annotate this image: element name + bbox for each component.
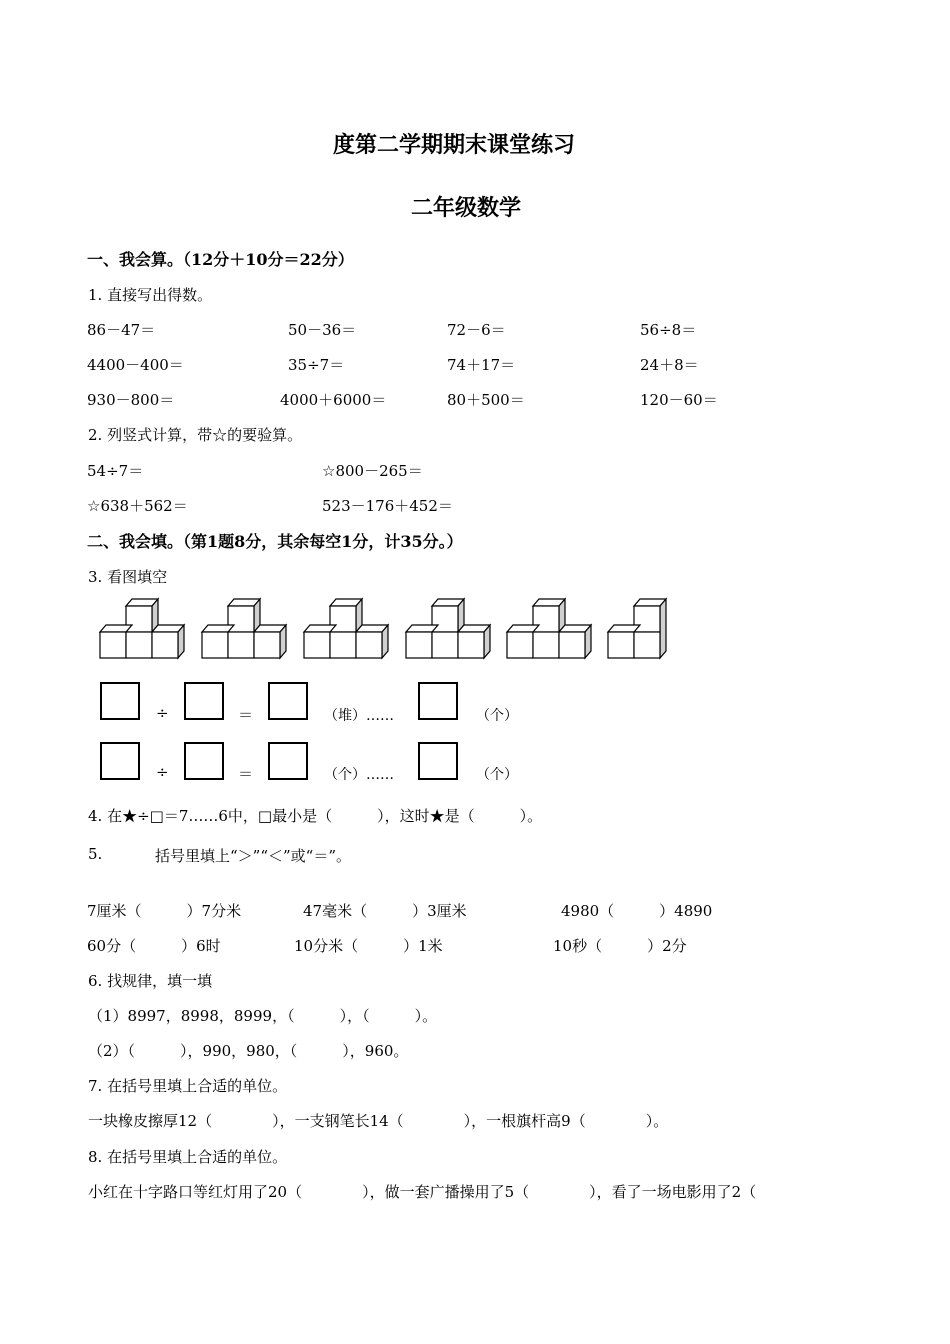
cube-stack	[507, 599, 591, 658]
question-8-label: 8. 在括号里填上合适的单位。	[88, 1148, 288, 1166]
q1-item: 86－47＝	[87, 321, 156, 339]
q6-line: （2）（ ），990，980，（ ），960。	[88, 1042, 409, 1060]
divide-sign: ÷	[156, 763, 169, 781]
answer-box[interactable]	[100, 742, 140, 780]
question-3-label: 3. 看图填空	[88, 568, 168, 586]
q6-line: （1）8997，8998，8999，（ ），（ ）。	[88, 1007, 438, 1025]
cube-stack	[608, 599, 666, 658]
q5-item: 60分（ ）6时	[87, 937, 221, 955]
section-1-heading: 一、我会算。（12分＋10分＝22分）	[87, 250, 354, 269]
answer-box[interactable]	[268, 682, 308, 720]
q1-item: 24＋8＝	[640, 356, 699, 374]
cube-stack	[202, 599, 286, 658]
q1-item: 50－36＝	[288, 321, 357, 339]
q5-item: 7厘米（ ）7分米	[87, 902, 242, 920]
answer-box[interactable]	[100, 682, 140, 720]
section-2-heading: 二、我会填。（第1题8分，其余每空1分，计35分。）	[87, 532, 463, 551]
equals-sign: ＝	[238, 706, 254, 724]
q2-item: 54÷7＝	[87, 462, 144, 480]
cube-stack	[100, 599, 184, 658]
q1-item: 930－800＝	[87, 391, 175, 409]
answer-box[interactable]	[268, 742, 308, 780]
q2-item: ☆638＋562＝	[87, 497, 188, 515]
q1-item: 120－60＝	[640, 391, 718, 409]
cube-stacks-figure	[96, 596, 676, 662]
answer-box[interactable]	[184, 742, 224, 780]
unit-label: （堆）……	[324, 708, 394, 724]
question-2-label: 2. 列竖式计算，带☆的要验算。	[88, 426, 303, 444]
q5-item: 4980（ ）4890	[561, 902, 713, 920]
question-5-text: 括号里填上“＞”“＜”或“＝”。	[155, 847, 352, 865]
unit-label: （个）……	[324, 767, 394, 783]
cube-stack	[406, 599, 490, 658]
q5-item: 10秒（ ）2分	[553, 937, 687, 955]
unit-label: （个）	[476, 708, 518, 724]
question-4: 4. 在★÷□＝7……6中，□最小是（ ），这时★是（ ）。	[88, 807, 543, 825]
q1-item: 56÷8＝	[640, 321, 697, 339]
q7-line: 一块橡皮擦厚12（ ），一支钢笔长14（ ），一根旗杆高9（ ）。	[88, 1112, 669, 1130]
q1-item: 4000＋6000＝	[280, 391, 387, 409]
q2-item: ☆800－265＝	[322, 462, 423, 480]
question-1-label: 1. 直接写出得数。	[88, 286, 213, 304]
page-title: 度第二学期期末课堂练习	[333, 132, 576, 158]
answer-box[interactable]	[418, 742, 458, 780]
q5-item: 47毫米（ ）3厘米	[303, 902, 467, 920]
answer-box[interactable]	[418, 682, 458, 720]
equals-sign: ＝	[238, 765, 254, 783]
question-6-label: 6. 找规律，填一填	[88, 972, 213, 990]
q5-item: 10分米（ ）1米	[294, 937, 443, 955]
answer-box[interactable]	[184, 682, 224, 720]
q2-item: 523－176＋452＝	[322, 497, 453, 515]
q1-item: 74＋17＝	[447, 356, 516, 374]
cube-stack	[304, 599, 388, 658]
q1-item: 35÷7＝	[288, 356, 345, 374]
page-subtitle: 二年级数学	[411, 195, 522, 221]
question-5-label: 5.	[88, 845, 103, 863]
q1-item: 4400－400＝	[87, 356, 184, 374]
question-7-label: 7. 在括号里填上合适的单位。	[88, 1077, 288, 1095]
q1-item: 72－6＝	[447, 321, 506, 339]
divide-sign: ÷	[156, 704, 169, 722]
unit-label: （个）	[476, 767, 518, 783]
q1-item: 80＋500＝	[447, 391, 525, 409]
q8-line: 小红在十字路口等红灯用了20（ ），做一套广播操用了5（ ），看了一场电影用了2（	[88, 1183, 757, 1201]
